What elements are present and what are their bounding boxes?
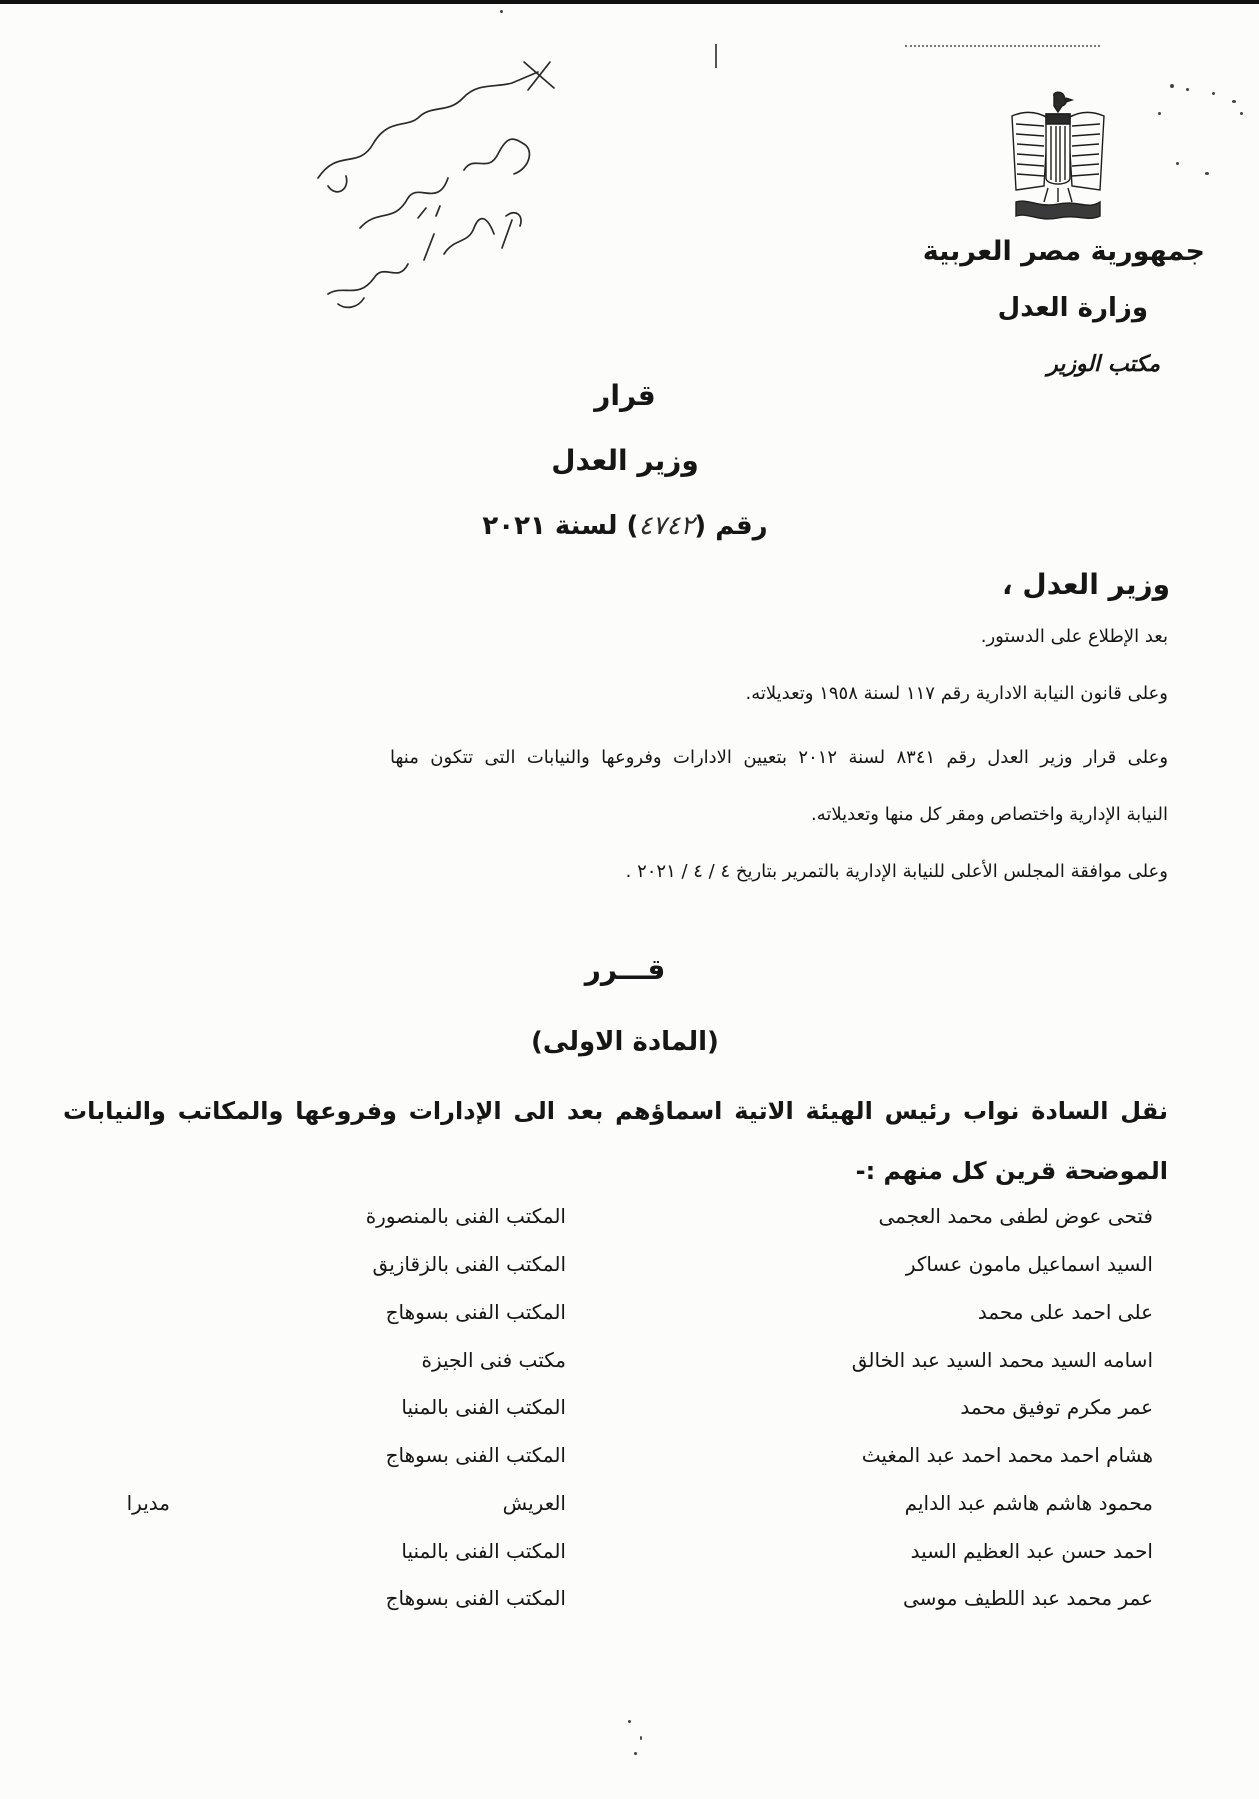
- scan-top-border: [0, 0, 1259, 4]
- assignment-row: [0, 1528, 1259, 1576]
- assignee-name: عمر مكرم توفيق محمد: [960, 1395, 1153, 1419]
- assignment-row: [0, 1337, 1259, 1385]
- handwritten-annotation: [298, 58, 588, 320]
- scan-speck: [1186, 88, 1189, 91]
- preamble-item: النيابة الإدارية واختصاص ومقر كل منها وتعديلاته.: [811, 804, 1168, 825]
- assignee-name: محمود هاشم هاشم عبد الدايم: [904, 1491, 1153, 1515]
- eagle-emblem-icon: [1008, 90, 1108, 226]
- assignment-row: [0, 1289, 1259, 1337]
- scan-speck: [1176, 162, 1179, 165]
- assignment-row: [0, 1432, 1259, 1480]
- assignee-name: هشام احمد محمد احمد عبد المغيث: [861, 1443, 1153, 1467]
- decision-number-handwritten: ٤٧٤٢: [638, 511, 695, 541]
- scan-speck: [640, 1736, 642, 1740]
- assignment-row: [0, 1384, 1259, 1432]
- letterhead-office: مكتب الوزير: [1047, 352, 1160, 377]
- scan-speck: [1240, 112, 1243, 115]
- scan-speck: [1212, 92, 1215, 95]
- preamble-item: بعد الإطلاع على الدستور.: [980, 626, 1168, 647]
- scan-speck: [1170, 84, 1174, 88]
- decision-intro-line: نقل السادة نواب رئيس الهيئة الاتية اسماؤهم بعد الى الإدارات وفروعها والمكاتب والنيابات: [63, 1097, 1168, 1125]
- assignee-role: مديرا: [126, 1491, 170, 1515]
- assignee-office: المكتب الفنى بالزقازيق: [372, 1252, 566, 1276]
- preamble-item: وعلى موافقة المجلس الأعلى للنيابة الإدارية بالتمرير بتاريخ ٤ / ٤ / ٢٠٢١ .: [625, 861, 1168, 882]
- assignment-row: [0, 1193, 1259, 1241]
- assignee-name: السيد اسماعيل مامون عساكر: [905, 1252, 1153, 1276]
- issuer-title: وزير العدل: [551, 444, 699, 477]
- decision-intro-line: الموضحة قرين كل منهم :-: [855, 1157, 1168, 1185]
- assignee-office: المكتب الفنى بالمنصورة: [365, 1204, 566, 1228]
- assignee-office: العريش: [502, 1491, 566, 1515]
- assignee-office: المكتب الفنى بسوهاج: [385, 1443, 566, 1467]
- assignee-name: على احمد على محمد: [977, 1300, 1153, 1324]
- scan-dotted-mark: [905, 45, 1100, 47]
- assignee-name: فتحى عوض لطفى محمد العجمى: [878, 1204, 1153, 1228]
- assignee-name: احمد حسن عبد العظيم السيد: [910, 1539, 1153, 1563]
- decision-number-suffix: ) لسنة ٢٠٢١: [482, 511, 639, 541]
- assignee-name: عمر محمد عبد اللطيف موسى: [903, 1586, 1153, 1610]
- decision-number-line: [0, 506, 1250, 546]
- preamble-item: وعلى قرار وزير العدل رقم ٨٣٤١ لسنة ٢٠١٢ بتعيين الادارات وفروعها والنيابات التى تتكون منها: [390, 747, 1168, 768]
- scan-speck: [1205, 172, 1209, 175]
- scan-speck: [1232, 100, 1236, 103]
- assignee-office: المكتب الفنى بالمنيا: [401, 1395, 566, 1419]
- assignment-row: [0, 1241, 1259, 1289]
- letterhead-country: جمهورية مصر العربية: [922, 236, 1205, 267]
- scan-speck: [1158, 112, 1161, 115]
- scan-speck: [500, 10, 503, 13]
- decision-title: قرار: [594, 379, 656, 412]
- assignee-office: المكتب الفنى بسوهاج: [385, 1300, 566, 1324]
- assignment-row: [0, 1575, 1259, 1623]
- decision-number-prefix: رقم (: [694, 511, 768, 541]
- scan-speck: [628, 1720, 631, 1723]
- assignment-row: [0, 1480, 1259, 1528]
- scan-speck: [634, 1752, 637, 1755]
- scan-tick-mark: [715, 44, 717, 68]
- assignee-name: اسامه السيد محمد السيد عبد الخالق: [851, 1348, 1153, 1372]
- decision-heading: قـــرر: [584, 953, 666, 986]
- assignee-office: المكتب الفنى بسوهاج: [385, 1586, 566, 1610]
- assignee-office: المكتب الفنى بالمنيا: [401, 1539, 566, 1563]
- article-heading: (المادة الاولى): [531, 1027, 719, 1057]
- preamble-opening: وزير العدل ،: [1002, 568, 1170, 601]
- assignee-office: مكتب فنى الجيزة: [421, 1348, 566, 1372]
- preamble-item: وعلى قانون النيابة الادارية رقم ١١٧ لسنة ١٩٥٨ وتعديلاته.: [745, 683, 1168, 704]
- letterhead-ministry: وزارة العدل: [997, 293, 1148, 323]
